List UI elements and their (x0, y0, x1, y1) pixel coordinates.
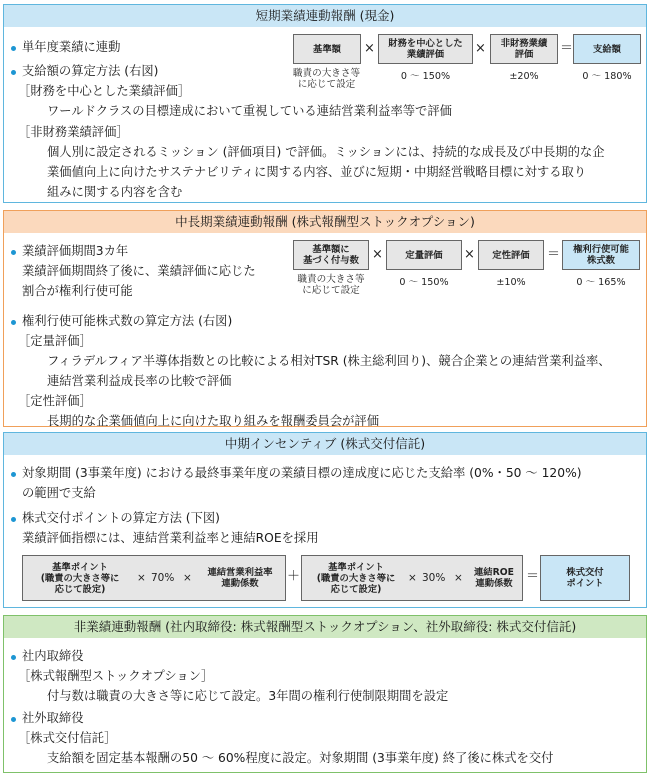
formula-exercisable-box: 権利行使可能 株式数 (562, 240, 640, 270)
mid-term-bullet2-line2: 業績評価指標には、連結営業利益率と連結ROEを採用 (22, 531, 319, 545)
short-term-sub2-line: 業価値向上に向けたサステナビリティに関する内容、並びに短期・中期経営戦略目標に対する取り (47, 165, 587, 179)
formula-caption: 0 ～ 150% (400, 71, 451, 82)
mid-long-term-title: 中長期業績連動報酬 (株式報酬型ストックオプション) (4, 211, 646, 233)
bullet-icon (11, 655, 16, 660)
multiply-operator: × (137, 572, 146, 584)
bullet-icon (11, 517, 16, 522)
mid-long-sub1-line: フィラデルフィア半導体指数との比較による相対TSR (株主総利回り)、競合企業との連結営業利益率、 (47, 354, 611, 368)
multiply-operator: × (183, 572, 192, 584)
non-perf-bullet1: 社内取締役 (22, 649, 84, 663)
bullet-icon (11, 250, 16, 255)
multiply-operator: × (408, 572, 417, 584)
mid-long-bullet2: 権利行使可能株式数の算定方法 (右図) (22, 314, 233, 328)
mid-long-sub2-text: 長期的な企業価値向上に向けた取り組みを報酬委員会が評価 (47, 414, 380, 428)
multiply-operator: × (454, 572, 463, 584)
weight-30-percent: 30% (422, 572, 446, 584)
formula-caption: 0 ～ 150% (399, 277, 449, 288)
formula-share-points-box: 株式交付 ポイント (540, 555, 630, 601)
formula-base-box: 基準額 (293, 34, 361, 64)
roe-coefficient: 連結ROE 連動係数 (473, 567, 514, 589)
formula-nonfinancial-box: 非財務業績 評価 (490, 34, 558, 64)
mid-long-term-panel (3, 210, 647, 427)
non-perf-sub2-text: 支給額を固定基本報酬の50 ～ 60%程度に設定。対象期間 (3事業年度) 終了後に株式を交付 (47, 751, 554, 765)
bullet-icon (11, 717, 16, 722)
operating-margin-coefficient: 連結営業利益率 連動係数 (207, 567, 273, 589)
short-term-title: 短期業績連動報酬 (現金) (4, 5, 646, 27)
mid-term-bullet1-line: 対象期間 (3事業年度) における最終事業年度の業績目標の達成度に応じた支給率 (0%・50 ～ 120%) (22, 466, 582, 480)
short-term-sub2-line: 組みに関する内容を含む (47, 185, 183, 199)
formula-grant-base-box: 基準額に 基づく付与数 (293, 240, 369, 270)
base-point-label: 基準ポイント (職責の大きさ等に 応じて設定) (316, 562, 396, 595)
mid-long-bullet1: 業績評価期間3カ年 (22, 244, 129, 258)
mid-long-sub2-label: ［定性評価］ (18, 394, 92, 408)
non-perf-bullet2: 社外取締役 (22, 711, 84, 725)
formula-caption: 0 ～ 165% (576, 277, 626, 288)
formula-payout-box: 支給額 (573, 34, 641, 64)
weight-70-percent: 70% (151, 572, 175, 584)
mid-term-panel (3, 432, 647, 608)
short-term-sub2-line: 個人別に設定されるミッション (評価項目) で評価。ミッションには、持続的な成長及び中長期的な企 (47, 145, 605, 159)
short-term-bullet2: 支給額の算定方法 (右図) (22, 64, 159, 78)
formula-caption: 0 ～ 180% (582, 71, 632, 82)
mid-long-bullet1-line: 業績評価期間終了後に、業績評価に応じた (22, 264, 256, 278)
formula-caption: ±20% (509, 71, 539, 82)
short-term-sub1-text: ワールドクラスの目標達成において重視している連結営業利益率等で評価 (47, 104, 452, 118)
multiply-operator: × (464, 247, 475, 262)
formula-caption: 職責の大きさ等 に応じて設定 (292, 68, 361, 90)
plus-operator: ＋ (287, 569, 301, 584)
equals-operator: ＝ (526, 569, 540, 584)
short-term-panel (3, 4, 647, 203)
non-performance-title: 非業績連動報酬 (社内取締役: 株式報酬型ストックオプション、社外取締役: 株式交付信託) (4, 616, 646, 638)
non-perf-sub1-text: 付与数は職責の大きさ等に応じて設定。3年間の権利行使制限期間を設定 (47, 689, 449, 703)
bullet-icon (11, 472, 16, 477)
equals-operator: ＝ (547, 247, 561, 262)
bullet-icon (11, 70, 16, 75)
multiply-operator: × (475, 41, 486, 56)
multiply-operator: × (372, 247, 383, 262)
bullet-icon (11, 46, 16, 51)
non-performance-panel (3, 615, 647, 773)
non-perf-sub2-label: ［株式交付信託］ (18, 731, 117, 745)
short-term-bullet1: 単年度業績に連動 (22, 40, 121, 54)
non-perf-sub1-label: ［株式報酬型ストックオプション］ (18, 669, 214, 683)
formula-group-roe (301, 555, 523, 601)
mid-long-sub1-line: 連結営業利益成長率の比較で評価 (47, 374, 232, 388)
mid-long-sub1-label: ［定量評価］ (18, 334, 92, 348)
mid-term-bullet1-line: の範囲で支給 (22, 486, 96, 500)
bullet-icon (11, 320, 16, 325)
short-term-sub2-label: ［非財務業績評価］ (18, 125, 129, 139)
mid-term-title: 中期インセンティブ (株式交付信託) (4, 433, 646, 455)
base-point-label: 基準ポイント (職責の大きさ等に 応じて設定) (40, 562, 120, 595)
mid-long-bullet1-line: 割合が権利行使可能 (22, 284, 133, 298)
formula-caption: 職責の大きさ等 に応じて設定 (297, 274, 365, 296)
formula-caption: ±10% (496, 277, 526, 288)
formula-qualitative-box: 定性評価 (478, 240, 544, 270)
mid-term-bullet2: 株式交付ポイントの算定方法 (下図) (22, 511, 220, 525)
short-term-sub1-label: ［財務を中心とした業績評価］ (18, 84, 191, 98)
formula-group-operating-margin (22, 555, 286, 601)
formula-quantitative-box: 定量評価 (386, 240, 462, 270)
formula-financial-box: 財務を中心とした 業績評価 (378, 34, 473, 64)
multiply-operator: × (364, 41, 375, 56)
equals-operator: ＝ (560, 41, 574, 56)
